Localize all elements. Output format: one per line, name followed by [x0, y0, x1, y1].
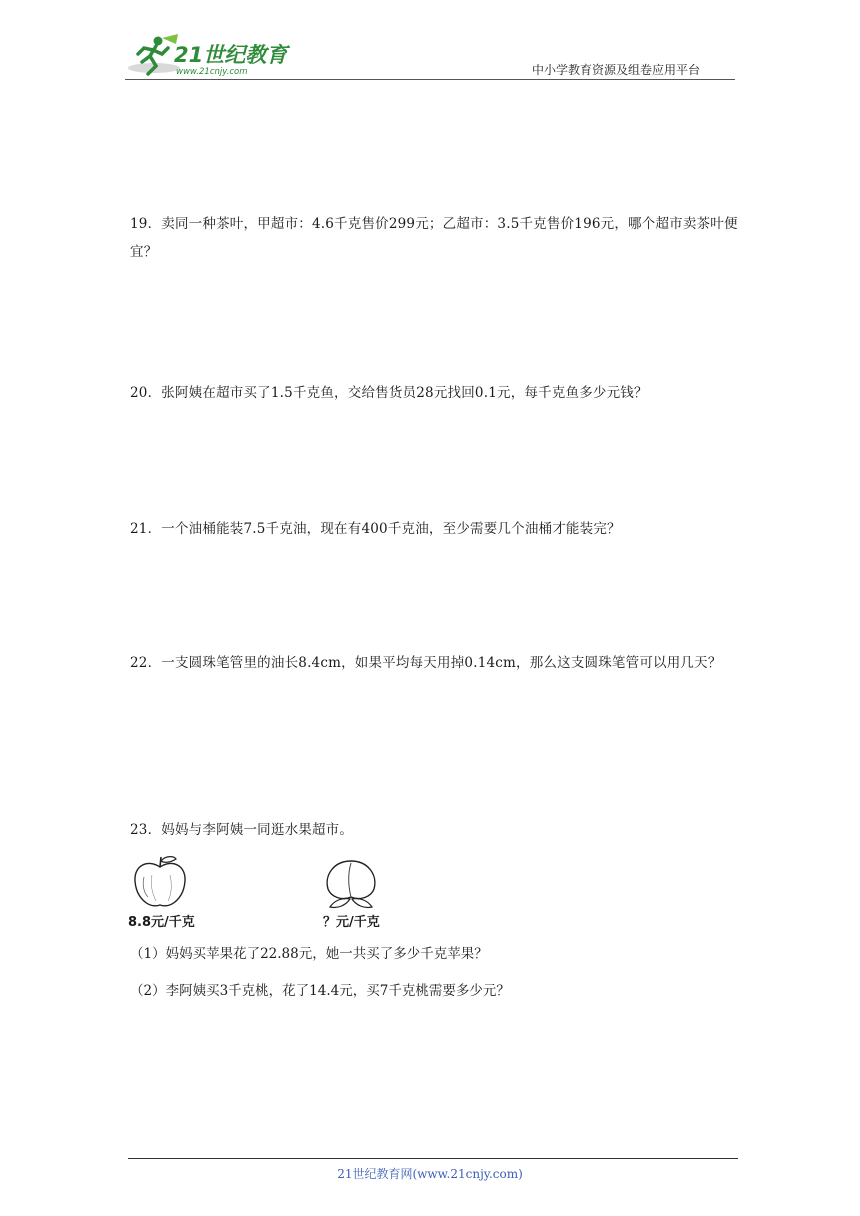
svg-text:www.21cnjy.com: www.21cnjy.com: [176, 67, 248, 77]
footer-divider: [128, 1158, 738, 1159]
platform-label: 中小学教育资源及组卷应用平台: [532, 63, 701, 77]
peach-price-label: ？元/千克: [323, 915, 380, 930]
question-23-part-1: （1）妈妈买苹果花了22.88元，她一共买了多少千克苹果？: [130, 946, 488, 962]
runner-logo-icon: [122, 32, 292, 80]
header-divider: [125, 79, 735, 80]
apple-icon: [130, 853, 190, 911]
peach-icon: [320, 855, 382, 911]
question-21: 21．一个油桶能装7.5千克油，现在有400千克油，至少需要几个油桶才能装完？: [130, 521, 621, 537]
question-22: 22．一支圆珠笔管里的油长8.4cm，如果平均每天用掉0.14cm，那么这支圆珠笔管可以用几天？: [130, 655, 722, 671]
question-19: 19．卖同一种茶叶，甲超市：4.6千克售价299元；乙超市：3.5千克售价196元，哪个超市卖茶叶便宜？: [130, 216, 738, 260]
fruit-illustrations: [128, 853, 448, 933]
question-20: 20．张阿姨在超市买了1.5千克鱼，交给售货员28元找回0.1元，每千克鱼多少元钱？: [130, 385, 648, 401]
footer-site-link[interactable]: 21世纪教育网(www.21cnjy.com): [337, 1167, 523, 1181]
svg-text:21世纪教育: 21世纪教育: [174, 43, 288, 67]
question-23-stem: 23．妈妈与李阿姨一同逛水果超市。: [130, 822, 354, 838]
question-23-part-2: （2）李阿姨买3千克桃，花了14.4元，买7千克桃需要多少元？: [130, 983, 510, 999]
site-logo: [122, 32, 292, 80]
apple-price-label: 8.8元/千克: [128, 915, 195, 930]
